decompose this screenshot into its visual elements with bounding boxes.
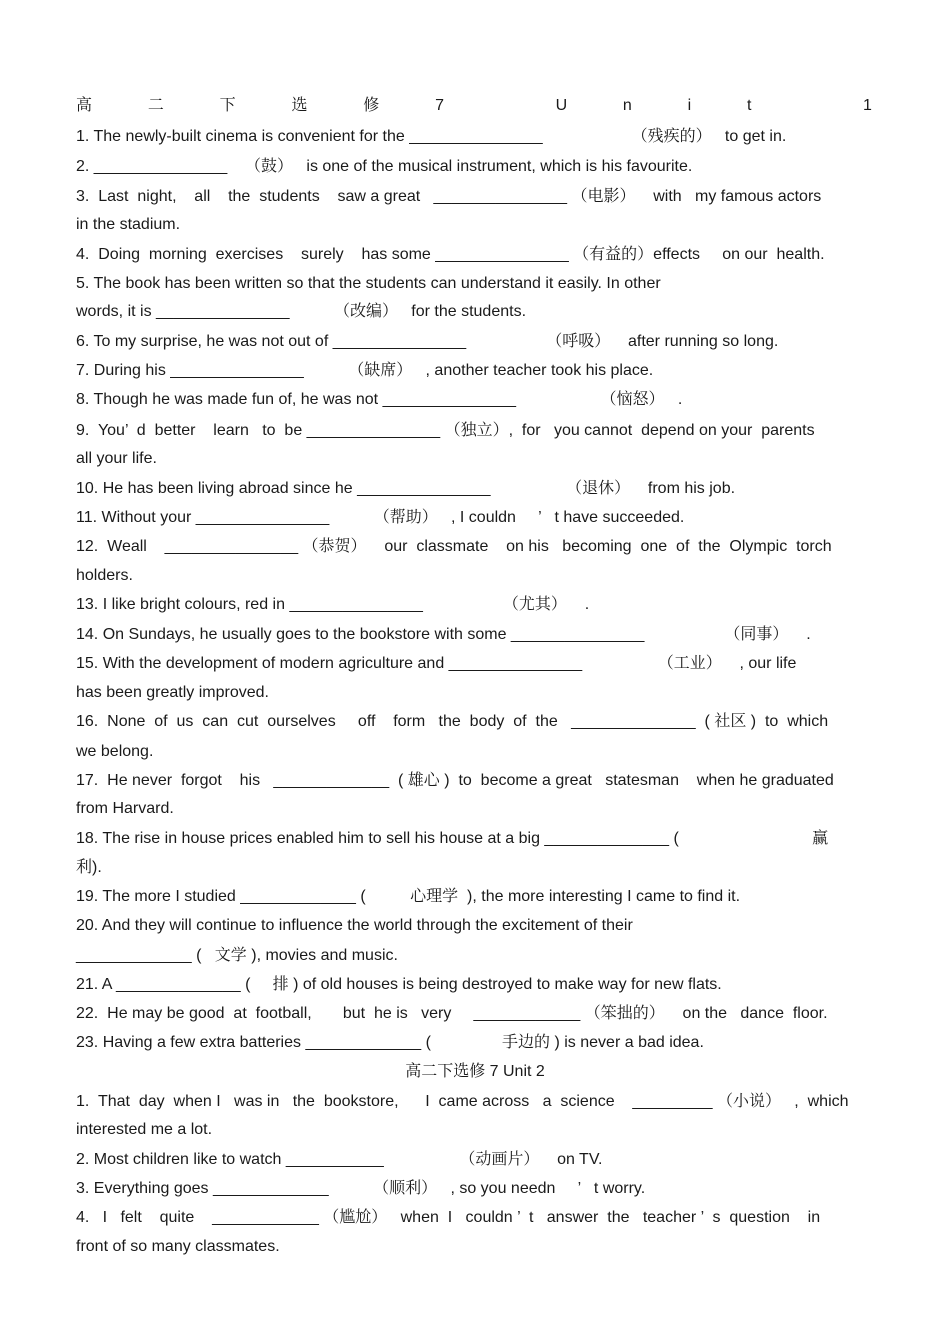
question-9-cont: all your life. — [76, 450, 157, 467]
question-23: 23. Having a few extra batteries _____________ ( 手边的 ) is never a bad idea. — [76, 1034, 704, 1051]
u2-question-1: 1. That day when I was in the bookstore, I came across a science _________ （小说） , which — [76, 1093, 849, 1110]
u2-question-4: 4. I felt quite ____________ （尴尬） when I couldn ’ t answer the teacher ’ s question in — [76, 1209, 821, 1226]
u2-question-2: 2. Most children like to watch ___________ （动画片） on TV. — [76, 1151, 603, 1168]
unit2-title: 高二下选修 7 Unit 2 — [405, 1063, 545, 1080]
question-21: 21. A ______________ ( 排 ) of old houses is being destroyed to make way for new flats. — [76, 976, 722, 993]
u2-question-3: 3. Everything goes _____________ （顺利） , so you needn ’ t worry. — [76, 1180, 646, 1197]
question-22: 22. He may be good at football, but he is very ____________ （笨拙的） on the dance floor. — [76, 1005, 828, 1022]
title-char: 1 — [863, 97, 872, 114]
title-char: 高 — [76, 97, 93, 114]
title-char: 二 — [147, 97, 164, 114]
title-char: 选 — [291, 97, 308, 114]
question-16-cont: we belong. — [76, 743, 154, 760]
question-20-cont: _____________ ( 文学 ), movies and music. — [76, 947, 398, 964]
question-8: 8. Though he was made fun of, he was not _______________ （恼怒） . — [76, 391, 683, 408]
question-10: 10. He has been living abroad since he _______________ （退休） from his job. — [76, 480, 736, 497]
question-5: 5. The book has been written so that the students can understand it easily. In other — [76, 275, 661, 292]
title-char: 修 — [363, 97, 380, 114]
question-11: 11. Without your _______________ （帮助） , I couldn ’ t have succeeded. — [76, 509, 685, 526]
question-13: 13. I like bright colours, red in _______________ （尤其） . — [76, 596, 590, 613]
question-3-cont: in the stadium. — [76, 216, 181, 233]
question-15: 15. With the development of modern agriculture and _______________ （工业） , our life — [76, 655, 797, 672]
title-char: i — [687, 97, 692, 114]
u2-question-1-cont: interested me a lot. — [76, 1121, 213, 1138]
question-12: 12. Weall _______________ （恭贺） our classmate on his becoming one of the Olympic torch — [76, 538, 832, 555]
unit1-title — [76, 96, 872, 116]
question-16: 16. None of us can cut ourselves off form the body of the ______________ ( 社区 ) to which — [76, 713, 829, 730]
question-14: 14. On Sundays, he usually goes to the bookstore with some _______________ （同事） . — [76, 626, 811, 643]
question-12-cont: holders. — [76, 567, 133, 584]
question-6: 6. To my surprise, he was not out of _______________ （呼吸） after running so long. — [76, 333, 779, 350]
u2-question-4-cont: front of so many classmates. — [76, 1238, 280, 1255]
question-18-cont: 利). — [76, 859, 102, 876]
question-1: 1. The newly-built cinema is convenient for the _______________ （残疾的） to get in. — [76, 128, 787, 145]
title-char: U — [555, 97, 568, 114]
question-19: 19. The more I studied _____________ ( 心理学 ), the more interesting I came to find it. — [76, 888, 741, 905]
title-char: t — [746, 97, 752, 114]
question-20: 20. And they will continue to influence the world through the excitement of their — [76, 917, 633, 934]
question-3: 3. Last night, all the students saw a great _______________ （电影） with my famous actors — [76, 188, 822, 205]
question-17-cont: from Harvard. — [76, 800, 174, 817]
title-char: 7 — [435, 97, 444, 114]
title-char: 下 — [219, 97, 236, 114]
question-5-cont: words, it is _______________ （改编） for the students. — [76, 303, 527, 320]
question-18: 18. The rise in house prices enabled him to sell his house at a big ______________ ( 赢 — [76, 830, 829, 847]
title-char: n — [622, 97, 632, 114]
question-15-cont: has been greatly improved. — [76, 684, 269, 701]
question-4: 4. Doing morning exercises surely has some _______________ （有益的）effects on our health. — [76, 246, 825, 263]
question-17: 17. He never forgot his _____________ ( 雄心 ) to become a great statesman when he graduated — [76, 772, 834, 789]
question-2: 2. _______________ （鼓） is one of the musical instrument, which is his favourite. — [76, 158, 693, 175]
question-7: 7. During his _______________ （缺席） , another teacher took his place. — [76, 362, 654, 379]
question-9: 9. You’ d better learn to be _______________ （独立）, for you cannot depend on your parents — [76, 422, 815, 439]
